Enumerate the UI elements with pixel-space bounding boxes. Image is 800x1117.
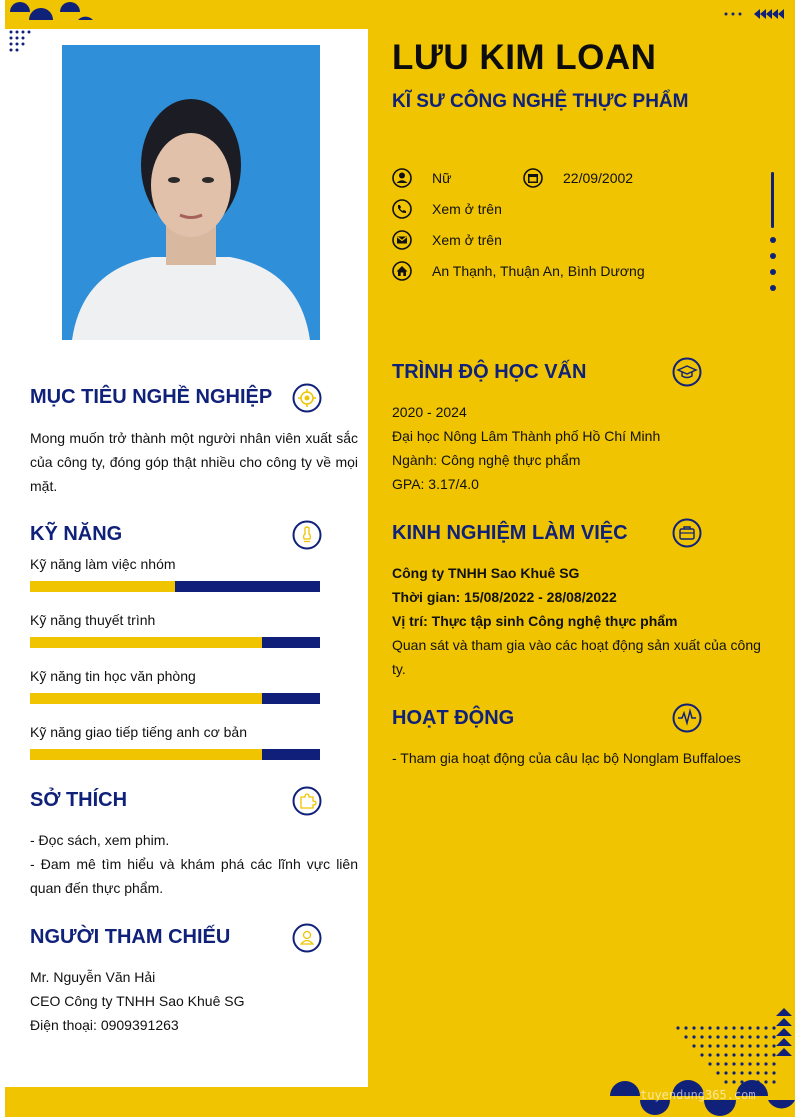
email-row — [392, 230, 502, 250]
graduation-cap-icon — [672, 357, 702, 387]
decorative-dot — [770, 285, 776, 291]
skill-label: Kỹ năng tin học văn phòng — [30, 668, 196, 684]
skill-bar-fill — [30, 693, 262, 704]
skill-bar — [30, 693, 320, 704]
skills-title: KỸ NĂNG — [30, 523, 123, 545]
reference-position: CEO Công ty TNHH Sao Khuê SG — [30, 993, 245, 1009]
skill-bar-fill — [30, 581, 175, 592]
activity-pulse-icon — [672, 703, 702, 733]
education-gpa: GPA: 3.17/4.0 — [392, 476, 479, 492]
watermark: tuyendung365.com — [640, 1088, 756, 1102]
email-value: Xem ở trên — [432, 232, 502, 248]
skill-bar — [30, 581, 320, 592]
hobby-line-2: - Đam mê tìm hiểu và khám phá các lĩnh vực liên quan đến thực phẩm. — [30, 856, 358, 896]
decorative-dot — [770, 237, 776, 243]
gender-row — [392, 168, 451, 188]
phone-icon — [392, 199, 412, 219]
gender-value: Nữ — [432, 170, 452, 186]
career-objective-title: MỤC TIÊU NGHỀ NGHIỆP — [30, 386, 273, 408]
experience-description: Quan sát và tham gia vào các hoạt động sản xuất của công ty. — [392, 637, 761, 677]
skill-bar-fill — [30, 749, 262, 760]
experience-position: Vị trí: Thực tập sinh Công nghệ thực phẩm — [392, 613, 678, 629]
career-objective-text: Mong muốn trở thành một người nhân viên xuất sắc của công ty, đóng góp thật nhiều cho công ty về mọi mặt. — [30, 430, 358, 494]
skill-bar — [30, 637, 320, 648]
reference-person-icon — [292, 923, 322, 953]
skill-label: Kỹ năng thuyết trình — [30, 612, 156, 628]
skill-bar — [30, 749, 320, 760]
address-value: An Thạnh, Thuận An, Bình Dương — [432, 263, 645, 279]
skill-label: Kỹ năng giao tiếp tiếng anh cơ bản — [30, 724, 248, 740]
hobby-line-1: - Đọc sách, xem phim. — [30, 832, 170, 848]
person-icon — [392, 168, 412, 188]
decorative-bar — [771, 172, 774, 228]
address-row — [392, 261, 645, 281]
skill-label: Kỹ năng làm việc nhóm — [30, 556, 176, 572]
birthday-value: 22/09/2002 — [563, 170, 634, 186]
job-title: KĨ SƯ CÔNG NGHỆ THỰC PHẨM — [392, 91, 689, 112]
experience-company: Công ty TNHH Sao Khuê SG — [392, 565, 580, 581]
decorative-dot — [770, 269, 776, 275]
profile-photo — [62, 45, 320, 340]
education-school: Đại học Nông Lâm Thành phố Hồ Chí Minh — [392, 428, 661, 444]
skill-bar-fill — [30, 637, 262, 648]
activities-title: HOẠT ĐỘNG — [392, 707, 515, 729]
target-icon — [292, 383, 322, 413]
activities-text: - Tham gia hoạt động của câu lạc bộ Nonglam Buffaloes — [392, 750, 741, 766]
phone-value: Xem ở trên — [432, 201, 502, 217]
birthday-row — [523, 168, 633, 188]
calendar-icon — [523, 168, 543, 188]
experience-title: KINH NGHIỆM LÀM VIỆC — [392, 522, 628, 544]
decorative-dot — [770, 253, 776, 259]
top-right-arrows-decoration — [720, 6, 785, 22]
reference-phone: Điện thoại: 0909391263 — [30, 1017, 179, 1033]
experience-time: Thời gian: 15/08/2022 - 28/08/2022 — [392, 589, 617, 605]
references-title: NGƯỜI THAM CHIẾU — [30, 926, 231, 948]
skills-icon — [292, 520, 322, 550]
hobbies-title: SỞ THÍCH — [30, 789, 128, 811]
candidate-name: LƯU KIM LOAN — [392, 38, 657, 77]
reference-name: Mr. Nguyễn Văn Hải — [30, 969, 156, 985]
phone-row — [392, 199, 502, 219]
home-icon — [392, 261, 412, 281]
education-title: TRÌNH ĐỘ HỌC VẤN — [392, 361, 587, 383]
mail-icon — [392, 230, 412, 250]
puzzle-icon — [292, 786, 322, 816]
education-period: 2020 - 2024 — [392, 404, 467, 420]
education-major: Ngành: Công nghệ thực phẩm — [392, 452, 581, 468]
briefcase-icon — [672, 518, 702, 548]
